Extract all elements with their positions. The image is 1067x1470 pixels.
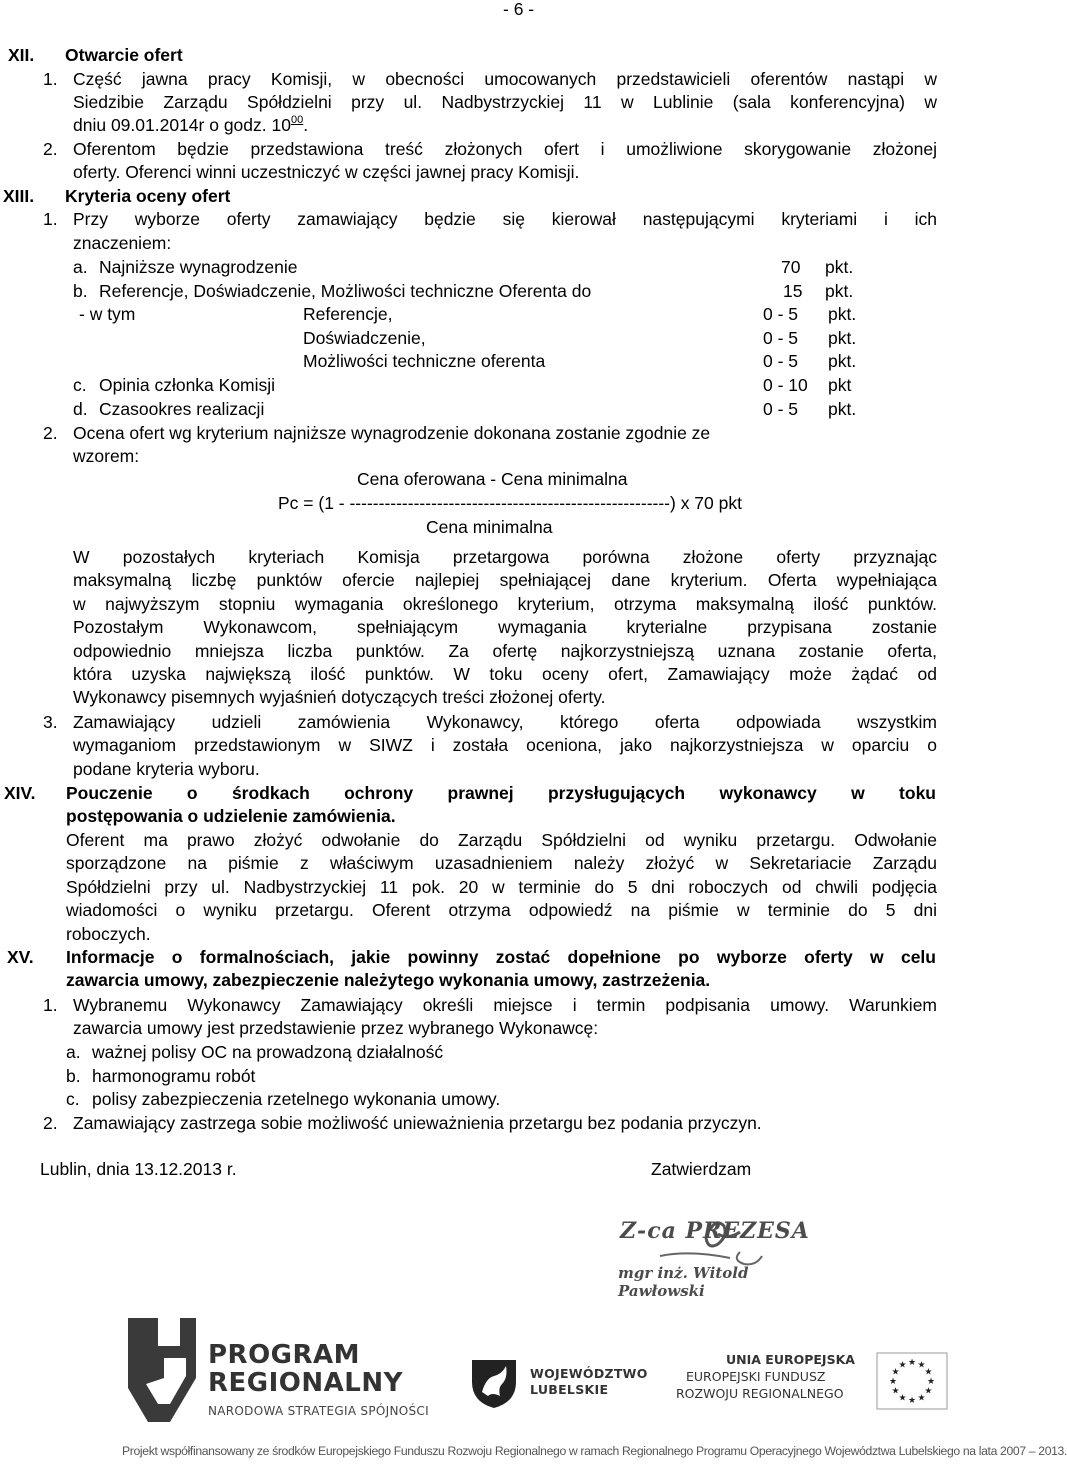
criterion-points: 0 - 10 — [763, 375, 808, 395]
paragraph-line: w najwyższym stopniu wymagania określonego kryterium, otrzyma maksymalną ilość punktów. — [73, 593, 937, 614]
eu-star-icon: ★ — [926, 1376, 936, 1386]
list-number: 2. — [43, 139, 58, 159]
criterion-label: a. — [73, 257, 88, 277]
section-number: XV. — [7, 947, 34, 967]
eu-star-icon: ★ — [917, 1359, 926, 1370]
subcriterion-prefix: - w tym — [79, 304, 136, 324]
paragraph-line: Spółdzielni przy ul. Nadbystrzyckiej 11 pok. 20 w terminie do 5 dni roboczych od chwili podjęcia — [66, 876, 937, 897]
subcriterion-text: Możliwości techniczne oferenta — [303, 351, 546, 371]
criterion-unit: pkt. — [825, 257, 854, 277]
list-number: 1. — [43, 69, 58, 89]
subcriterion-unit: pkt. — [828, 328, 857, 348]
eu-star-icon: ★ — [907, 1395, 917, 1405]
paragraph-line: Oferentom będzie przedstawiona treść złożonych ofert i umożliwione skorygowanie złożonej — [73, 139, 937, 159]
section-title-cont: zawarcia umowy, zabezpieczenie należytego wykonania umowy, zastrzeżenia. — [66, 970, 711, 990]
paragraph-line: sporządzone na piśmie z właściwym uzasadnieniem należy złożyć w Sekretariacie Zarządu — [66, 853, 937, 874]
criterion-points: 70 — [781, 257, 801, 277]
paragraph-line: która uzyska największą ilość punktów. W toku oceny ofert, Zamawiający może żądać od — [73, 664, 937, 684]
criterion-label: b. — [73, 281, 88, 301]
paragraph-line: Część jawna pracy Komisji, w obecności umocowanych przedstawicieli oferentów nastąpi w — [73, 69, 937, 89]
logo-ue-line1: UNIA EUROPEJSKA — [726, 1352, 855, 1367]
paragraph-line: Wykonawcy pisemnych wyjaśnień dotyczących treści złożonej oferty. — [73, 687, 606, 708]
stamp-name: mgr inż. Witold Pawłowski — [618, 1264, 749, 1300]
paragraph-line: oferty. Oferenci winni uczestniczyć w części jawnej pracy Komisji. — [73, 162, 580, 182]
subcriterion-unit: pkt. — [828, 304, 857, 324]
criterion-label: d. — [73, 399, 88, 419]
section-title: Pouczenie o środkach ochrony prawnej przysługujących wykonawcy w toku — [66, 783, 936, 803]
logo-ue-line2: EUROPEJSKI FUNDUSZ — [686, 1369, 826, 1384]
formula-denominator: Cena minimalna — [426, 517, 553, 537]
formula-numerator: Cena oferowana - Cena minimalna — [357, 469, 628, 489]
requirement-label: c. — [66, 1089, 80, 1109]
paragraph-line: W pozostałych kryteriach Komisja przetargowa porówna złożone oferty przyznając — [73, 547, 937, 567]
program-regionalny-logo — [118, 1318, 438, 1430]
eu-star-icon: ★ — [898, 1392, 907, 1403]
unia-europejska-logo — [670, 1352, 950, 1422]
paragraph-line: roboczych. — [66, 923, 151, 944]
paragraph-line: Wybranemu Wykonawcy Zamawiający określi miejsce i termin podpisania umowy. Warunkiem — [73, 995, 937, 1015]
requirement-text: polisy zabezpieczenia rzetelnego wykonania umowy. — [92, 1089, 501, 1109]
subcriterion-points: 0 - 5 — [763, 304, 799, 324]
paragraph-line: odpowiednio mniejsza liczba punktów. Za ofertę najkorzystniejszą uznana zostanie oferta, — [73, 640, 937, 661]
subcriterion-text: Referencje, — [303, 304, 393, 324]
approval-label: Zatwierdzam — [651, 1159, 752, 1179]
logo-ue-line3: ROZWOJU REGIONALNEGO — [676, 1386, 844, 1401]
paragraph-line: Zamawiający zastrzega sobie możliwość unieważnienia przetargu bez podania przyczyn. — [73, 1113, 762, 1133]
logo-program-line2: REGIONALNY — [208, 1368, 403, 1398]
list-number: 1. — [43, 995, 58, 1015]
eu-star-icon: ★ — [917, 1392, 926, 1403]
section-title: Kryteria oceny ofert — [65, 186, 231, 206]
paragraph-line: znaczeniem: — [73, 233, 172, 253]
paragraph-line: wzorem: — [73, 446, 140, 466]
stamp-title: Z-ca PREZESA — [620, 1218, 810, 1244]
formula-line: Pc = (1 - -------------------------------------------------------) x 70 pkt — [278, 493, 742, 513]
section-number: XIII. — [3, 186, 35, 206]
criterion-points: 0 - 5 — [763, 399, 799, 419]
requirement-label: b. — [66, 1066, 81, 1086]
requirement-text: ważnej polisy OC na prowadzoną działalność — [92, 1042, 444, 1062]
subcriterion-points: 0 - 5 — [763, 328, 799, 348]
paragraph-line: Siedzibie Zarządu Spółdzielni przy ul. Nadbystrzyckiej 11 w Lublinie (sala konferencyjna) w — [73, 92, 937, 112]
criterion-label: c. — [73, 375, 87, 395]
paragraph-line: Oferent ma prawo złożyć odwołanie do Zarządu Spółdzielni od wyniku przetargu. Odwołanie — [66, 830, 937, 850]
criterion-text: Najniższe wynagrodzenie — [99, 257, 298, 277]
criterion-text: Opinia członka Komisji — [99, 375, 276, 395]
requirement-label: a. — [66, 1042, 81, 1062]
paragraph-line: maksymalną liczbę punktów ofercie najlepiej spełniającej dane kryterium. Oferta wypełniająca — [73, 570, 937, 591]
section-title: Otwarcie ofert — [65, 45, 183, 65]
paragraph-line: podane kryteria wyboru. — [73, 758, 260, 779]
list-number: 2. — [43, 1113, 58, 1133]
list-number: 1. — [43, 209, 58, 229]
criterion-unit: pkt. — [828, 399, 857, 419]
eu-star-icon: ★ — [924, 1366, 933, 1377]
section-number: XIV. — [4, 783, 36, 803]
section-number: XII. — [8, 45, 35, 65]
list-number: 3. — [43, 712, 58, 732]
paragraph-line: Ocena ofert wg kryterium najniższe wynagrodzenie dokonana zostanie zgodnie ze — [73, 423, 711, 443]
paragraph-line: Przy wyborze oferty zamawiający będzie się kierował następującymi kryteriami i ich — [73, 209, 937, 229]
subcriterion-points: 0 - 5 — [763, 351, 799, 371]
signature-stamp — [600, 1212, 818, 1300]
criterion-unit: pkt — [828, 375, 852, 395]
criterion-unit: pkt. — [825, 281, 854, 301]
subcriterion-unit: pkt. — [828, 351, 857, 371]
eu-star-icon: ★ — [891, 1385, 900, 1396]
logo-program-line1: PROGRAM — [208, 1340, 361, 1370]
list-number: 2. — [43, 423, 58, 443]
paragraph-line: wiadomości o wyniku przetargu. Oferent otrzyma odpowiedź na piśmie w terminie do 5 dni — [66, 900, 937, 921]
paragraph-line: zawarcia umowy jest przedstawienie przez wybranego Wykonawcę: — [73, 1018, 599, 1038]
eu-star-icon: ★ — [891, 1366, 900, 1377]
criterion-points: 15 — [783, 281, 803, 301]
place-date: Lublin, dnia 13.12.2013 r. — [40, 1159, 237, 1179]
section-title: Informacje o formalnościach, jakie powinny zostać dopełnione po wyborze oferty w celu — [66, 947, 936, 967]
paragraph-line: wymaganiom przedstawionym w SIWZ i została oceniona, jako najkorzystniejsza w oparciu o — [73, 735, 937, 756]
paragraph-line: Zamawiający udzieli zamówienia Wykonawcy, którego oferta odpowiada wszystkim — [73, 712, 937, 732]
paragraph-line: dniu 09.01.2014r o godz. $10^{00}$. — [73, 114, 309, 135]
criterion-text: Czasookres realizacji — [99, 399, 265, 419]
logo-woj-line2: LUBELSKIE — [530, 1382, 609, 1397]
requirement-text: harmonogramu robót — [92, 1066, 256, 1086]
section-title-cont: postępowania o udzielenie zamówienia. — [66, 806, 396, 826]
page-number: - 6 - — [503, 0, 535, 19]
eu-star-icon: ★ — [924, 1385, 933, 1396]
eu-star-icon: ★ — [888, 1376, 898, 1386]
subcriterion-text: Doświadczenie, — [303, 328, 426, 348]
logo-woj-line1: WOJEWÓDZTWO — [530, 1366, 648, 1381]
footer-note: Projekt współfinansowany ze środków Europejskiego Funduszu Rozwoju Regionalnego w ramach Regionalnego Programu Operacyjnego Województwa Lubelskiego na lata 2007 – 2013. — [122, 1444, 1067, 1458]
wojewodztwo-lubelskie-logo — [468, 1352, 648, 1408]
logo-program-line3: NARODOWA STRATEGIA SPÓJNOŚCI — [208, 1404, 429, 1418]
criterion-text: Referencje, Doświadczenie, Możliwości techniczne Oferenta do — [99, 281, 592, 301]
eu-star-icon: ★ — [907, 1357, 917, 1367]
eu-star-icon: ★ — [898, 1359, 907, 1370]
paragraph-line: Pozostałym Wykonawcom, spełniającym wymagania kryterialne przypisana zostanie — [73, 617, 937, 638]
